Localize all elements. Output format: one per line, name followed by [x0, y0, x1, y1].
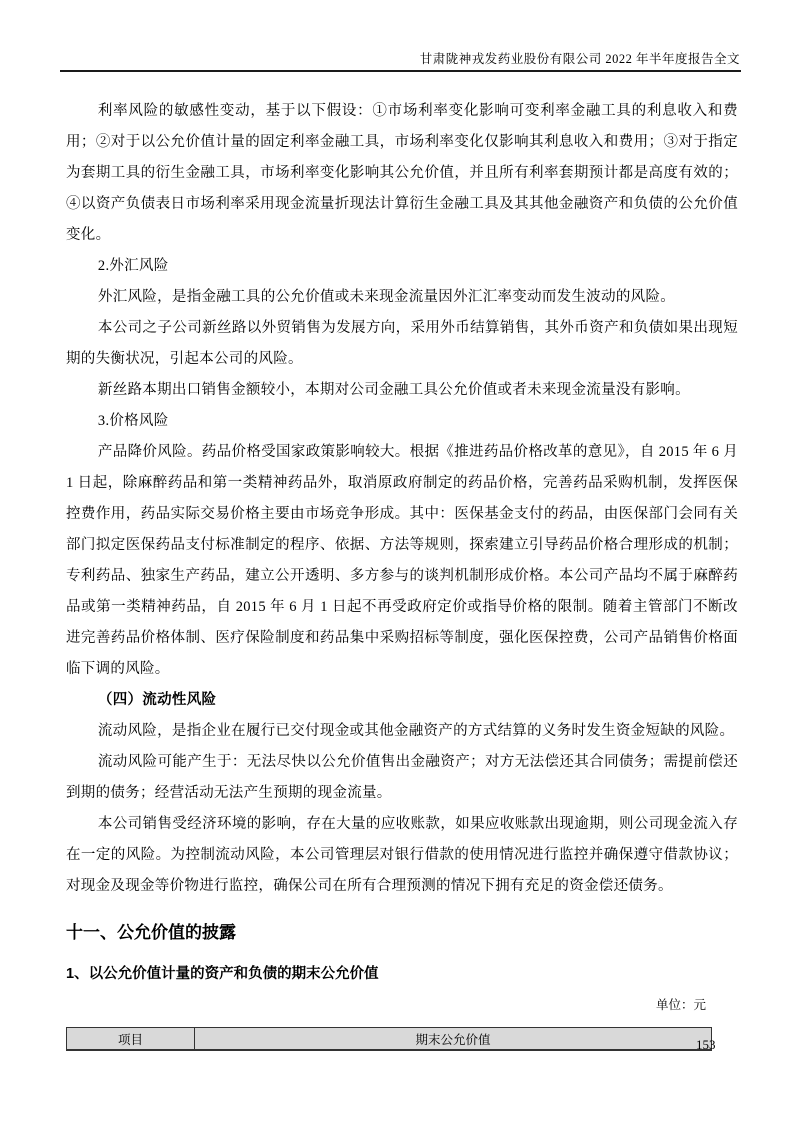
paragraph-forex-definition: 外汇风险，是指金融工具的公允价值或未来现金流量因外汇汇率变动而发生波动的风险。: [97, 289, 676, 305]
paragraph-liquidity-sources: 流动风险可能产生于：无法尽快以公允价值售出金融资产；对方无法偿还其合同债务；需提前偿还到期的债务；经营活动无法产生预期的现金流量。: [66, 754, 738, 801]
page-content: [66, 96, 738, 1051]
unit-label: 单位：元: [655, 998, 706, 1012]
paragraph-price-risk: 产品降价风险。药品价格受国家政策影响较大。根据《推进药品价格改革的意见》，自 2015 年 6 月 1 日起，除麻醉药品和第一类精神药品外，取消原政府制定的药品价格，完善药品采购机制，发挥医保控费作用，药品实际交易价格主要由市场竞争形成。其中：医保基金支付的药品，由医保部门会同有关部门拟定医保药品支付标准制定的程序、依据、方法等规则，探索建立引导药品价格合理形成的机制；专利药品、独家生产药品，建立公开透明、多方参与的谈判机制形成价格。本公司产品均不属于麻醉药品或第一类精神药品，自 2015 年 6 月 1 日起不再受政府定价或指导价格的限制。随着主管部门不断改进完善药品价格体制、医疗保险制度和药品集中采购招标等制度，强化医保控费，公司产品销售价格面临下调的风险。: [66, 444, 738, 677]
fair-value-table: [66, 1027, 712, 1051]
table-header-period-end-fair-value: 期末公允价值: [195, 1028, 712, 1051]
heading-forex-risk: 2.外汇风险: [97, 258, 169, 274]
section-heading-fair-value-disclosure: 十一、公允价值的披露: [66, 923, 236, 942]
paragraph-liquidity-definition: 流动风险，是指企业在履行已交付现金或其他金融资产的方式结算的义务时发生资金短缺的风险。: [97, 723, 735, 739]
running-header: 甘肃陇神戎发药业股份有限公司 2022 年半年度报告全文: [419, 52, 740, 66]
heading-price-risk: 3.价格风险: [97, 413, 169, 429]
paragraph-forex-subsidiary: 本公司之子公司新丝路以外贸销售为发展方向，采用外币结算销售，其外币资产和负债如果出现短期的失衡状况，引起本公司的风险。: [66, 320, 738, 367]
subsection-heading-period-end-fair-value: 1、以公允价值计量的资产和负债的期末公允价值: [66, 966, 379, 982]
page-number: 153: [696, 1037, 716, 1052]
paragraph-liquidity-control: 本公司销售受经济环境的影响，存在大量的应收账款，如果应收账款出现逾期，则公司现金流入存在一定的风险。为控制流动风险，本公司管理层对银行借款的使用情况进行监控并确保遵守借款协议；对现金及现金等价物进行监控，确保公司在所有合理预测的情况下拥有充足的资金偿还债务。: [66, 816, 738, 894]
table-header-row: [67, 1028, 712, 1051]
paragraph-forex-impact: 新丝路本期出口销售金额较小，本期对公司金融工具公允价值或者未来现金流量没有影响。: [97, 382, 690, 398]
table-header-item: 项目: [67, 1028, 195, 1051]
paragraph-interest-rate-assumptions: 利率风险的敏感性变动，基于以下假设：①市场利率变化影响可变利率金融工具的利息收入和费用；②对于以公允价值计量的固定利率金融工具，市场利率变化仅影响其利息收入和费用；③对于指定为套期工具的衍生金融工具，市场利率变化影响其公允价值，并且所有利率套期预计都是高度有效的；④以资产负债表日市场利率采用现金流量折现法计算衍生金融工具及其其他金融资产和负债的公允价值变化。: [66, 103, 738, 243]
heading-liquidity-risk: （四）流动性风险: [97, 692, 217, 708]
header-rule: [60, 70, 741, 72]
